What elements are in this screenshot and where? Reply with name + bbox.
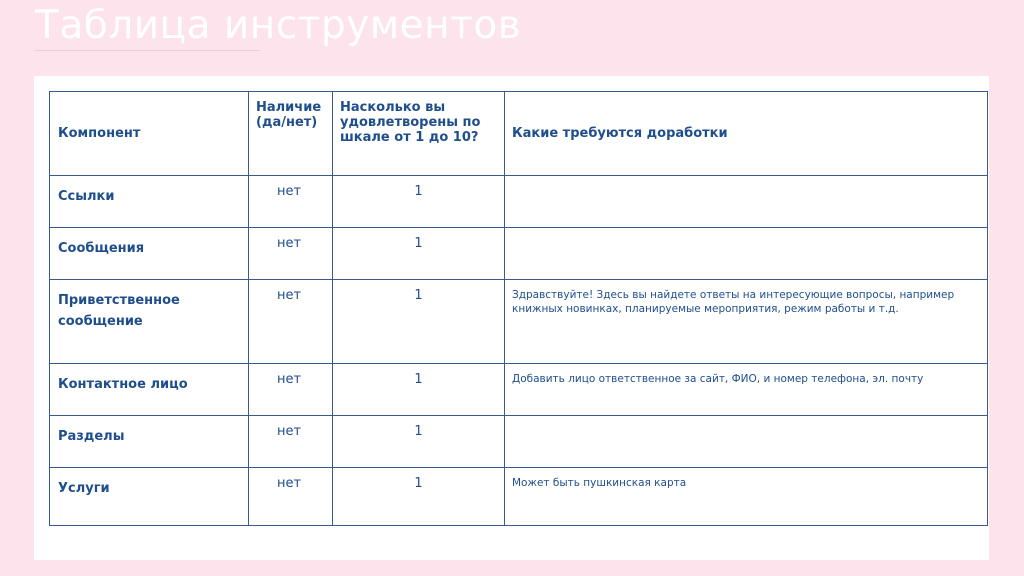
row-improvements bbox=[505, 416, 988, 468]
table-row bbox=[50, 416, 988, 468]
table-row bbox=[50, 468, 988, 526]
header-improvements: Какие требуются доработки bbox=[505, 92, 988, 176]
row-score: 1 bbox=[333, 176, 505, 228]
table-header-row bbox=[50, 92, 988, 176]
header-satisfaction: Насколько вы удовлетворены по шкале от 1 до 10? bbox=[333, 92, 505, 176]
content-panel bbox=[34, 76, 989, 560]
row-improvements bbox=[505, 176, 988, 228]
row-availability: нет bbox=[249, 364, 333, 416]
row-component: Приветственное сообщение bbox=[50, 280, 249, 364]
table-row bbox=[50, 176, 988, 228]
row-availability: нет bbox=[249, 468, 333, 526]
row-availability: нет bbox=[249, 280, 333, 364]
row-score: 1 bbox=[333, 228, 505, 280]
row-score: 1 bbox=[333, 416, 505, 468]
header-component: Компонент bbox=[50, 92, 249, 176]
row-improvements: Здравствуйте! Здесь вы найдете ответы на интересующие вопросы, например книжных новинках, планируемые мероприятия, режим работы и т.д. bbox=[505, 280, 988, 364]
row-score: 1 bbox=[333, 364, 505, 416]
row-score: 1 bbox=[333, 468, 505, 526]
row-improvements: Может быть пушкинская карта bbox=[505, 468, 988, 526]
table-row bbox=[50, 364, 988, 416]
row-component: Сообщения bbox=[50, 228, 249, 280]
table-row bbox=[50, 280, 988, 364]
tools-table bbox=[49, 91, 988, 526]
table-row bbox=[50, 228, 988, 280]
row-improvements bbox=[505, 228, 988, 280]
header-availability: Наличие (да/нет) bbox=[249, 92, 333, 176]
row-component: Услуги bbox=[50, 468, 249, 526]
row-score: 1 bbox=[333, 280, 505, 364]
row-availability: нет bbox=[249, 416, 333, 468]
slide-title: Таблица инструментов bbox=[35, 3, 522, 48]
title-divider bbox=[35, 50, 260, 51]
row-component: Разделы bbox=[50, 416, 249, 468]
row-component: Контактное лицо bbox=[50, 364, 249, 416]
row-availability: нет bbox=[249, 176, 333, 228]
row-component: Ссылки bbox=[50, 176, 249, 228]
row-availability: нет bbox=[249, 228, 333, 280]
row-improvements: Добавить лицо ответственное за сайт, ФИО, и номер телефона, эл. почту bbox=[505, 364, 988, 416]
